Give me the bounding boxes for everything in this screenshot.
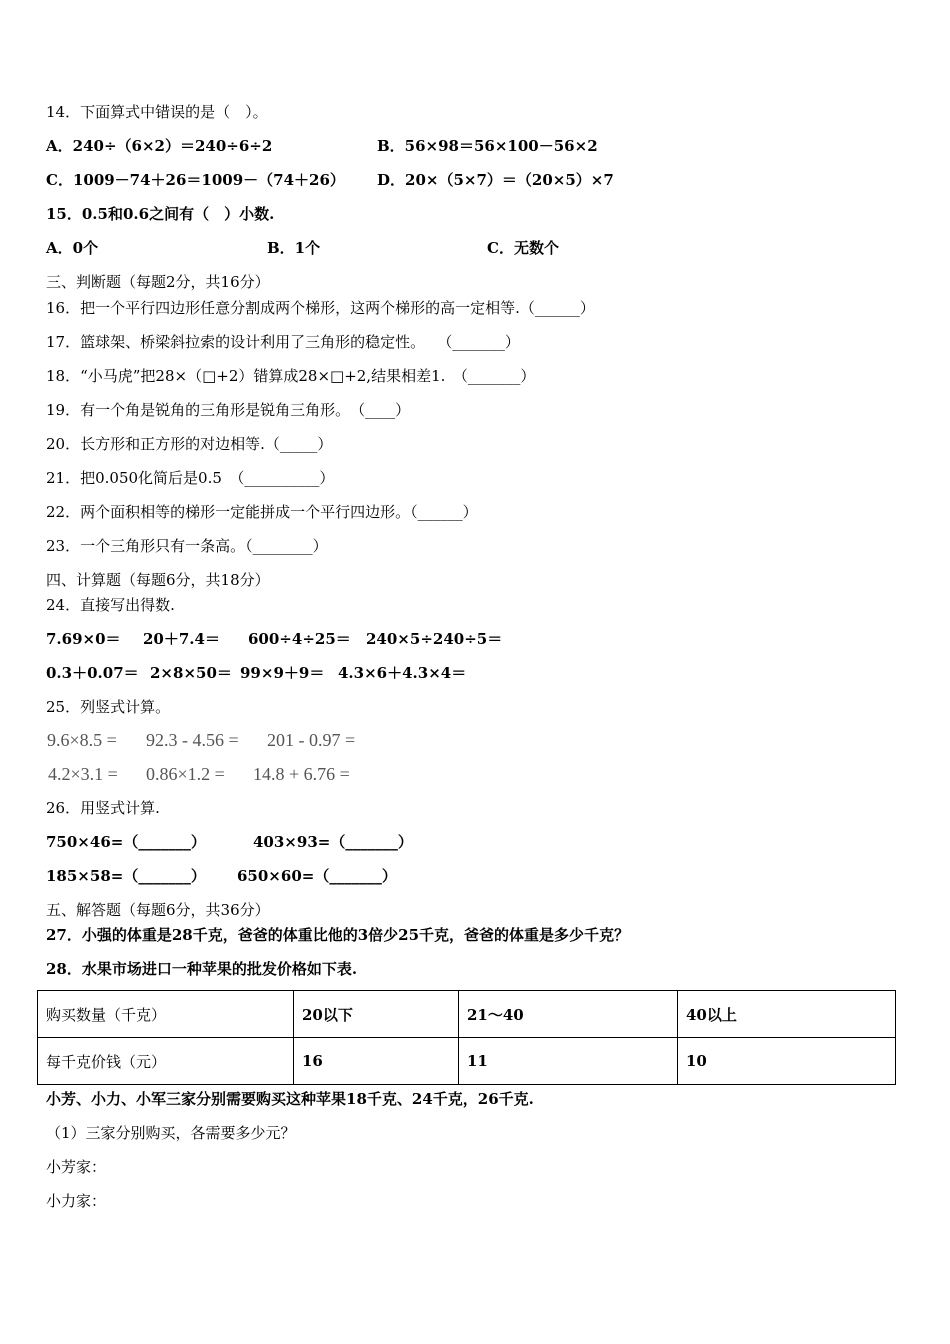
q25-expr: 0.86×1.2 = — [146, 764, 225, 784]
q15-stem: 15．0.5和0.6之间有（ ）小数. — [46, 205, 275, 223]
section-3-heading: 三、判断题（每题2分，共16分） — [46, 273, 270, 291]
q25-expr: 9.6×8.5 = — [47, 730, 117, 750]
q14-option-a: A．240÷（6×2）＝240÷6÷2 — [46, 137, 273, 155]
q26-expr: 185×58=（_______） — [46, 867, 206, 885]
q24-expr: 20＋7.4＝ — [143, 630, 220, 648]
table-cell: 16 — [294, 1038, 459, 1085]
table-cell: 40以上 — [678, 991, 896, 1038]
q24-expr: 4.3×6＋4.3×4＝ — [338, 664, 467, 682]
q27-text: 27．小强的体重是28千克，爸爸的体重比他的3倍少25千克，爸爸的体重是多少千克？ — [46, 926, 630, 944]
q26-expr: 750×46=（_______） — [46, 833, 206, 851]
q24-expr: 0.3＋0.07＝ — [46, 664, 139, 682]
q15-option-b: B．1个 — [267, 239, 321, 257]
judge-item-19: 19．有一个角是锐角的三角形是锐角三角形。 （____） — [46, 401, 411, 419]
q24-expr: 99×9＋9＝ — [240, 664, 325, 682]
answer-label-li: 小力家： — [46, 1192, 107, 1210]
q24-expr: 240×5÷240÷5＝ — [366, 630, 503, 648]
q26-expr: 403×93=（_______） — [253, 833, 413, 851]
judge-item-17: 17．篮球架、桥梁斜拉索的设计利用了三角形的稳定性。 （_______） — [46, 333, 520, 351]
section-5-heading: 五、解答题（每题6分，共36分） — [46, 901, 270, 919]
q24-expr: 600÷4÷25＝ — [248, 630, 351, 648]
q14-option-d: D．20×（5×7）＝（20×5）×7 — [377, 171, 614, 189]
q24-stem: 24．直接写出得数. — [46, 596, 175, 614]
q24-expr: 2×8×50＝ — [150, 664, 232, 682]
judge-item-21: 21．把0.050化简后是0.5 （__________） — [46, 469, 335, 487]
q24-expr: 7.69×0＝ — [46, 630, 121, 648]
q28-stem: 28．水果市场进口一种苹果的批发价格如下表. — [46, 960, 358, 978]
q25-stem: 25．列竖式计算。 — [46, 698, 171, 716]
price-table — [37, 990, 896, 1085]
q25-expr: 14.8 + 6.76 = — [253, 764, 350, 784]
q28-description: 小芳、小力、小军三家分别需要购买这种苹果18千克、24千克，26千克. — [46, 1090, 534, 1108]
q25-expr: 92.3 - 4.56 = — [146, 730, 239, 750]
answer-label-fang: 小芳家： — [46, 1158, 107, 1176]
q28-subquestion-1: （1）三家分别购买，各需要多少元？ — [46, 1124, 296, 1142]
q25-expr: 201 - 0.97 = — [267, 730, 356, 750]
section-4-heading: 四、计算题（每题6分，共18分） — [46, 571, 270, 589]
table-cell: 10 — [678, 1038, 896, 1085]
q26-stem: 26．用竖式计算. — [46, 799, 160, 817]
q15-option-a: A．0个 — [46, 239, 99, 257]
q15-option-c: C．无数个 — [487, 239, 559, 257]
q14-stem: 14．下面算式中错误的是（ ）。 — [46, 103, 268, 121]
q25-expr: 4.2×3.1 = — [48, 764, 118, 784]
judge-item-16: 16．把一个平行四边形任意分割成两个梯形，这两个梯形的高一定相等.（______） — [46, 299, 595, 317]
table-cell: 20以下 — [294, 991, 459, 1038]
table-cell: 每千克价钱（元） — [38, 1038, 294, 1085]
judge-item-23: 23．一个三角形只有一条高。（________） — [46, 537, 328, 555]
table-cell: 购买数量（千克） — [38, 991, 294, 1038]
judge-item-20: 20．长方形和正方形的对边相等.（_____） — [46, 435, 333, 453]
q14-option-c: C．1009－74＋26＝1009－（74＋26） — [46, 171, 345, 189]
q14-option-b: B．56×98＝56×100－56×2 — [377, 137, 598, 155]
table-row — [38, 991, 896, 1038]
q26-expr: 650×60=（_______） — [237, 867, 397, 885]
judge-item-22: 22．两个面积相等的梯形一定能拼成一个平行四边形。（______） — [46, 503, 478, 521]
table-cell: 11 — [459, 1038, 678, 1085]
judge-item-18: 18．“小马虎”把28×（□+2）错算成28×□+2,结果相差1. （_______） — [46, 367, 536, 385]
table-row — [38, 1038, 896, 1085]
table-cell: 21～40 — [459, 991, 678, 1038]
